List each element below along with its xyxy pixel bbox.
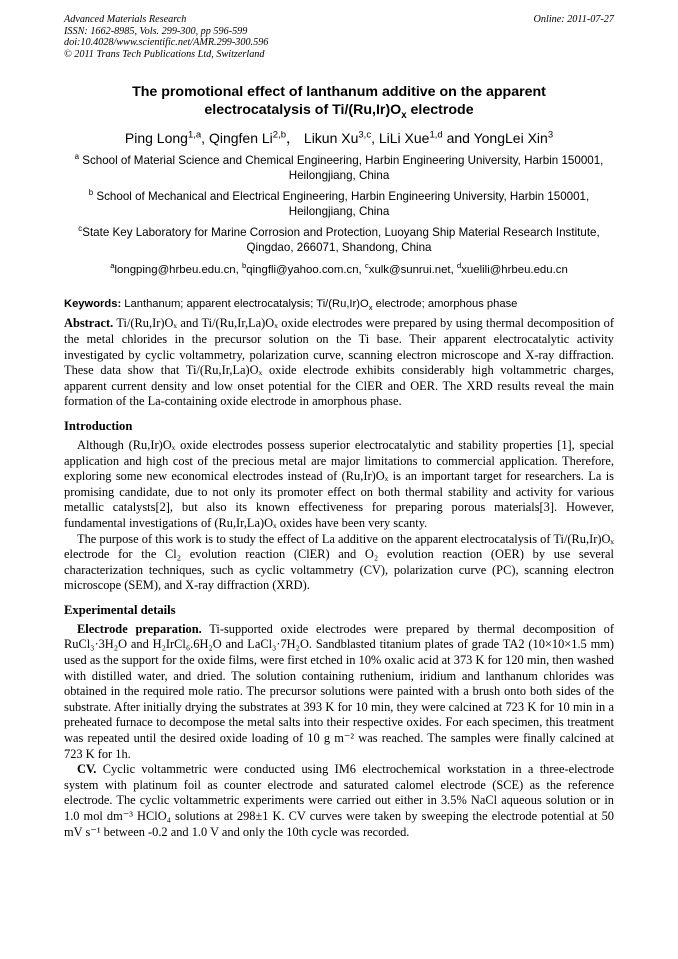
copyright-line: © 2011 Trans Tech Publications Ltd, Switzerland: [64, 48, 265, 60]
issn-line: ISSN: 1662-8985, Vols. 299-300, pp 596-599: [64, 25, 248, 37]
affiliation-text: School of Mechanical and Electrical Engineering, Harbin Engineering University, Harbin 150001, Heilongjiang, China: [96, 190, 590, 219]
affiliation-b: [64, 189, 614, 219]
paragraph: The purpose of this work is to study the effect of La additive on the apparent electrocatalysis of Ti/(Ru,Ir)Oₓ electrode for the Cl₂ evolution reaction (ClER) and O₂ evolution reaction (OER) by use several characterization techniques, such as cyclic voltammetry (CV), polarization curve (PC), scanning electron microscope (SEM), and X-ray diffraction (XRD).: [64, 531, 614, 593]
journal-name: Advanced Materials Research: [64, 14, 187, 25]
paragraph-text: Ti-supported oxide electrodes were prepared by thermal decomposition of RuCl₃·3H₂O and H₂IrCl₆.6H₂O and LaCl₃·7H₂O. Sandblasted titanium plates of grade TA2 (10×10×1.5 mm) used as the support for the oxide films, were first etched in 10% oxalic acid at 373 K for 120 min, then washed with distilled water, and dried. The solution containing ruthenium, iridium and lanthanum chlorides was obtained in the required mole ratio. The precursor solutions were painted with a brush onto both sides of the substrate. After initially drying the substrates at 393 K for 10 min, they were calcined at 723 K for 10 min in a preheated furnace to decompose the metal salts into their respective oxides. For each specimen, this treatment was repeated until the desired oxide loading of 10 g m⁻² was reached. The samples were finally calcined at 723 K for 1h.: [64, 621, 614, 761]
author-sep: ，: [286, 130, 301, 147]
email-mark: b: [241, 261, 247, 271]
author: YongLei Xin: [473, 130, 548, 147]
author-mark: 1,d: [429, 129, 443, 141]
paragraph-text: Cyclic voltammetric were conducted using IM6 electrochemical workstation in a three-electrode system with platinum foil as counter electrode and saturated calomel electrode (SCE) as the reference electrode. The cyclic voltammetric experiments were carried out either in 3.5% NaCl aqueous solution or in 1.0 mol dm⁻³ HClO₄ solutions at 298±1 K. CV curves were taken by sweeping the electrode potential at 50 mV s⁻¹ between -0.2 and 1.0 V and only the 10th cycle was recorded.: [64, 762, 614, 839]
title-line-2: [64, 101, 614, 122]
title-line-2-end: electrode: [406, 102, 474, 119]
keywords-text-end: electrode; amorphous phase: [372, 298, 518, 311]
author: Qingfen Li: [208, 130, 273, 147]
email: xuelili@hrbeu.edu.cn: [461, 264, 568, 277]
experimental-body: [64, 622, 614, 840]
abstract: [64, 316, 614, 410]
email: longping@hrbeu.edu.cn,: [114, 264, 242, 277]
title-line-1: The promotional effect of lanthanum additive on the apparent: [132, 84, 546, 101]
introduction-body: [64, 438, 614, 594]
affiliation-mark: a: [74, 152, 79, 162]
email-list: [64, 263, 614, 277]
author-mark: 3,c: [358, 129, 372, 141]
abstract-text: Ti/(Ru,Ir)Oₓ and Ti/(Ru,Ir,La)Oₓ oxide electrodes were prepared by using thermal decomposition of the metal chlorides in the precursor solution on the Ti base. Their apparent electrocatalytic activity investigated by cyclic voltammetry, polarization curve, scanning electron microscope and X-ray diffraction. These data show that Ti/(Ru,Ir,La)Oₓ oxide electrode exhibits considerably high voltammetric charges, apparent current density and low onset potential for the ClER and OER. The XRD results reveal the main formation of the La-containing oxide electrode in amorphous phase.: [64, 316, 614, 409]
keywords-text: Lanthanum; apparent electrocatalysis; Ti/(Ru,Ir)O: [121, 298, 369, 311]
journal-header: [64, 14, 614, 60]
abstract-label: Abstract.: [64, 316, 114, 331]
affiliation-a: [64, 153, 614, 183]
subsection-label: CV.: [77, 762, 97, 777]
author: LiLi Xue: [378, 130, 430, 147]
email-mark: a: [110, 261, 115, 271]
keywords: [64, 297, 614, 311]
author-mark: 2,b: [272, 129, 287, 141]
doi-line: doi:10.4028/www.scientific.net/AMR.299-300.596: [64, 37, 269, 49]
author-mark: 3: [547, 129, 554, 141]
title-subscript: x: [401, 110, 407, 122]
author-list: [64, 129, 614, 147]
online-date: Online: 2011-07-27: [533, 14, 614, 25]
author: Likun Xu: [303, 130, 359, 147]
author-sep: ,: [201, 130, 209, 147]
paragraph: Although (Ru,Ir)Oₓ oxide electrodes possess superior electrocatalytic and stability properties [1], special application and high cost of the precious metal are major limitations to commercial application. Therefore, exploring some new economical electrodes instead of (Ru,Ir)Oₓ is an important target for researchers. La is promising candidate, due to not only its promoter effect on both thermal stability and activity for various metallic catalysts[2], but also its known effectiveness for preparing porous materials[3]. However, fundamental investigations of (Ru,Ir,La)Oₓ oxides have been very scanty.: [64, 437, 614, 530]
author-sep: and: [442, 130, 474, 147]
affiliation-c: [64, 225, 614, 255]
paper-page: [64, 14, 614, 840]
author: Ping Long: [124, 130, 188, 147]
subsection-label: Electrode preparation.: [77, 621, 202, 636]
author-sep: ,: [371, 130, 379, 147]
section-heading-experimental: Experimental details: [64, 602, 176, 617]
title-line-2-text: electrocatalysis of Ti/(Ru,Ir)O: [204, 102, 402, 119]
affiliation-mark: b: [88, 188, 94, 198]
email-mark: c: [364, 261, 369, 271]
section-heading-introduction: Introduction: [64, 418, 133, 433]
email: qingfli@yahoo.com.cn,: [246, 264, 365, 277]
author-mark: 1,a: [187, 129, 202, 141]
email: xulk@sunrui.net,: [368, 264, 457, 277]
affiliation-text: School of Material Science and Chemical Engineering, Harbin Engineering University, Harbin 150001, Heilongjiang, China: [82, 154, 604, 183]
keywords-subscript: x: [368, 303, 373, 313]
keywords-label: Keywords:: [64, 298, 122, 311]
email-mark: d: [456, 261, 462, 271]
affiliation-mark: c: [78, 224, 83, 234]
affiliation-text: State Key Laboratory for Marine Corrosion and Protection, Luoyang Ship Material Research Institute, Qingdao, 266071, Shandong, China: [82, 226, 600, 255]
paragraph-electrode-preparation: [64, 622, 614, 762]
paragraph-cv: [64, 762, 614, 840]
paper-title: [64, 83, 614, 122]
